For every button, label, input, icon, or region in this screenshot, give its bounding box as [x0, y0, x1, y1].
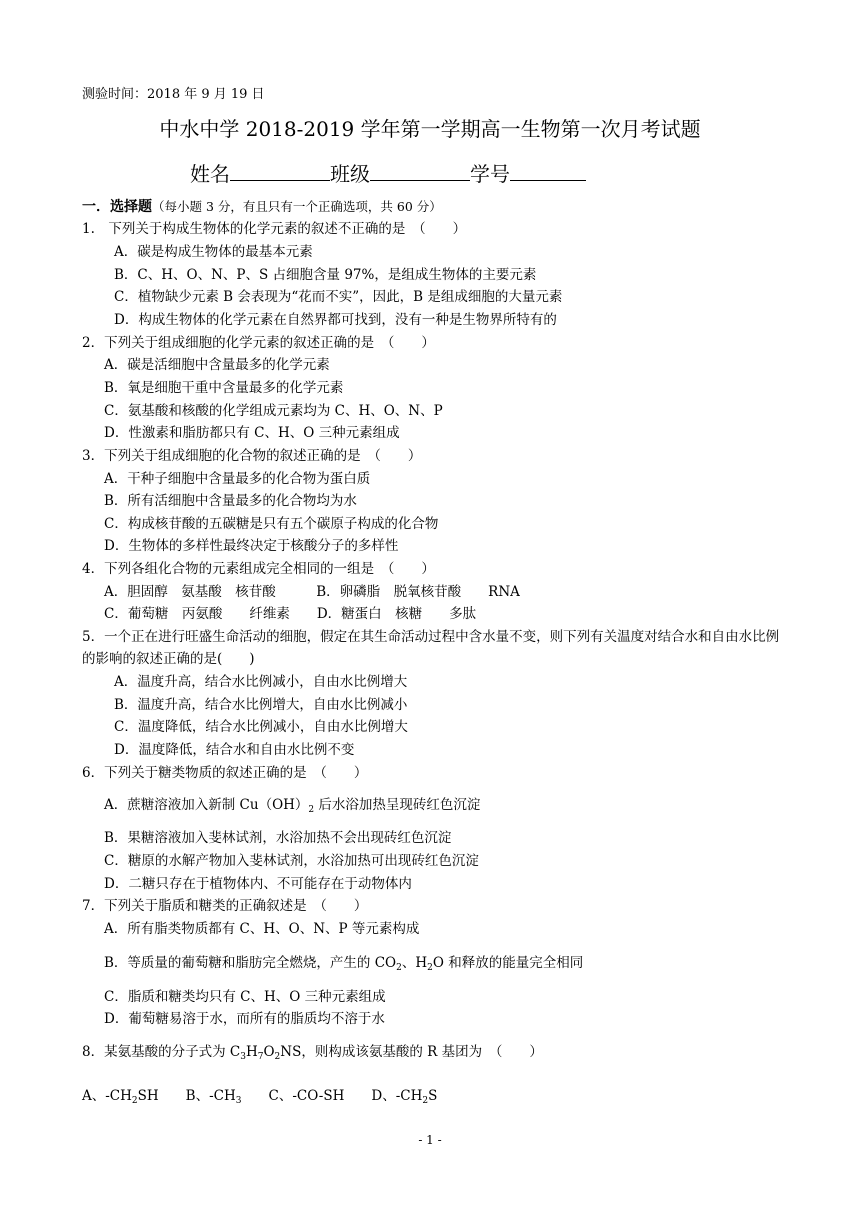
- question-7-option-b: [104, 954, 583, 972]
- q7-b-text: B．等质量的葡萄糖和脂肪完全燃烧，产生的 CO: [104, 955, 397, 971]
- q8-option-d-subscript: 2: [422, 1096, 429, 1106]
- exam-title: 中水中学 2018-2019 学年第一学期高一生物第一次月考试题: [159, 117, 701, 141]
- q6-a-text-2: 后水浴加热呈现砖红色沉淀: [314, 797, 481, 813]
- question-2-stem: 2．下列关于组成细胞的化学元素的叙述正确的是 （ ）: [82, 335, 435, 351]
- question-6-option-b: B．果糖溶液加入斐林试剂，水浴加热不会出现砖红色沉淀: [104, 830, 452, 846]
- question-1-option-a: A．碳是构成生物体的最基本元素: [114, 244, 313, 260]
- id-label: 学号: [470, 162, 510, 186]
- question-7-option-c: C．脂质和糖类均只有 C、H、O 三种元素组成: [104, 989, 386, 1005]
- section-note: （每小题 3 分，有且只有一个正确选项，共 60 分）: [152, 199, 442, 214]
- q8-stem-h: H: [245, 1044, 258, 1060]
- question-5-option-c: C．温度降低，结合水比例减小，自由水比例增大: [114, 719, 408, 735]
- question-4-options-cd: C．葡萄糖 丙氨酸 纤维素 D．糖蛋白 核糖 多肽: [104, 606, 477, 622]
- q7-b-subscript-2: 2: [427, 963, 433, 973]
- student-info-row: [190, 160, 586, 188]
- question-8-stem: [82, 1043, 543, 1061]
- question-7-option-d: D．葡萄糖易溶于水，而所有的脂质均不溶于水: [104, 1011, 385, 1027]
- question-5-option-b: B．温度升高，结合水比例增大，自由水比例减小: [114, 697, 408, 713]
- question-3-option-b: B．所有活细胞中含量最多的化合物均为水: [104, 493, 357, 509]
- q8-stem-o: O: [263, 1044, 275, 1060]
- section-title: 一．选择题: [82, 199, 152, 215]
- q7-b-subscript-1: 2: [396, 963, 402, 973]
- page-number: - 1 -: [418, 1133, 442, 1147]
- q8-option-b-subscript: 3: [235, 1096, 242, 1106]
- q7-b-text-2: 、H: [401, 955, 428, 971]
- q6-a-text: A．蔗糖溶液加入新制 Cu（OH）: [104, 797, 309, 813]
- question-8-options: [82, 1087, 437, 1105]
- question-4-options-ab: A．胆固醇 氨基酸 核苷酸 B．卵磷脂 脱氧核苷酸 RNA: [104, 584, 520, 600]
- class-blank[interactable]: [370, 160, 470, 181]
- q6-a-subscript: 2: [308, 805, 315, 815]
- question-6-option-d: D．二糖只存在于植物体内、不可能存在于动物体内: [104, 876, 412, 892]
- q8-subscript-h: 7: [257, 1052, 264, 1062]
- q8-stem-text-2: NS，则构成该氨基酸的 R 基团为 （ ）: [280, 1044, 543, 1060]
- q8-stem-text: 8．某氨基酸的分子式为 C: [82, 1044, 241, 1060]
- q8-subscript-o: 2: [274, 1052, 281, 1062]
- question-3-option-d: D．生物体的多样性最终决定于核酸分子的多样性: [104, 538, 399, 554]
- question-5-option-a: A．温度升高，结合水比例减小，自由水比例增大: [114, 674, 408, 690]
- q8-option-cd: C、-CO-SH D、-CH: [241, 1088, 423, 1104]
- question-2-option-d: D．性激素和脂肪都只有 C、H、O 三种元素组成: [104, 425, 400, 441]
- name-blank[interactable]: [230, 160, 330, 181]
- q8-option-a: A、-CH: [82, 1088, 132, 1104]
- question-3-option-a: A．干种子细胞中含量最多的化合物为蛋白质: [104, 471, 371, 487]
- question-6-stem: 6．下列关于糖类物质的叙述正确的是 （ ）: [82, 765, 368, 781]
- question-4-stem: 4．下列各组化合物的元素组成完全相同的一组是 （ ）: [82, 561, 435, 577]
- question-1-option-c: C．植物缺少元素 B 会表现为“花而不实”，因此，B 是组成细胞的大量元素: [114, 289, 563, 305]
- question-2-option-c: C．氨基酸和核酸的化学组成元素均为 C、H、O、N、P: [104, 403, 443, 419]
- q8-option-b: SH B、-CH: [137, 1088, 236, 1104]
- q8-option-d-end: S: [428, 1088, 438, 1104]
- question-6-option-c: C．糖原的水解产物加入斐林试剂，水浴加热可出现砖红色沉淀: [104, 853, 479, 869]
- section-heading: [82, 198, 442, 216]
- question-2-option-a: A．碳是活细胞中含量最多的化学元素: [104, 357, 330, 373]
- question-3-stem: 3．下列关于组成细胞的化合物的叙述正确的是 （ ）: [82, 448, 422, 464]
- question-5-option-d: D．温度降低，结合水和自由水比例不变: [114, 742, 355, 758]
- question-1-stem: 1. 下列关于构成生物体的化学元素的叙述不正确的是 （ ）: [82, 221, 467, 237]
- question-2-option-b: B．氧是细胞干重中含量最多的化学元素: [104, 380, 344, 396]
- question-1-option-d: D．构成生物体的化学元素在自然界都可找到，没有一种是生物界所特有的: [114, 312, 557, 328]
- exam-date: 测验时间：2018 年 9 月 19 日: [82, 87, 265, 102]
- question-1-option-b: B．C、H、O、N、P、S 占细胞含量 97%，是组成生物体的主要元素: [114, 267, 537, 283]
- question-7-stem: 7．下列关于脂质和糖类的正确叙述是 （ ）: [82, 898, 368, 914]
- question-3-option-c: C．构成核苷酸的五碳糖是只有五个碳原子构成的化合物: [104, 516, 439, 532]
- id-blank[interactable]: [510, 160, 586, 181]
- q7-b-text-3: O 和释放的能量完全相同: [432, 955, 584, 971]
- name-label: 姓名: [190, 162, 230, 186]
- question-7-option-a: A．所有脂类物质都有 C、H、O、N、P 等元素构成: [104, 921, 420, 937]
- question-6-option-a: [104, 796, 480, 814]
- q8-subscript-c: 3: [240, 1052, 246, 1062]
- q8-option-a-subscript: 2: [131, 1096, 138, 1106]
- question-5-stem: 5．一个正在进行旺盛生命活动的细胞，假定在其生命活动过程中含水量不变，则下列有关温度对结合水和自由水比例的影响的叙述正确的是( ): [82, 629, 780, 667]
- class-label: 班级: [330, 162, 370, 186]
